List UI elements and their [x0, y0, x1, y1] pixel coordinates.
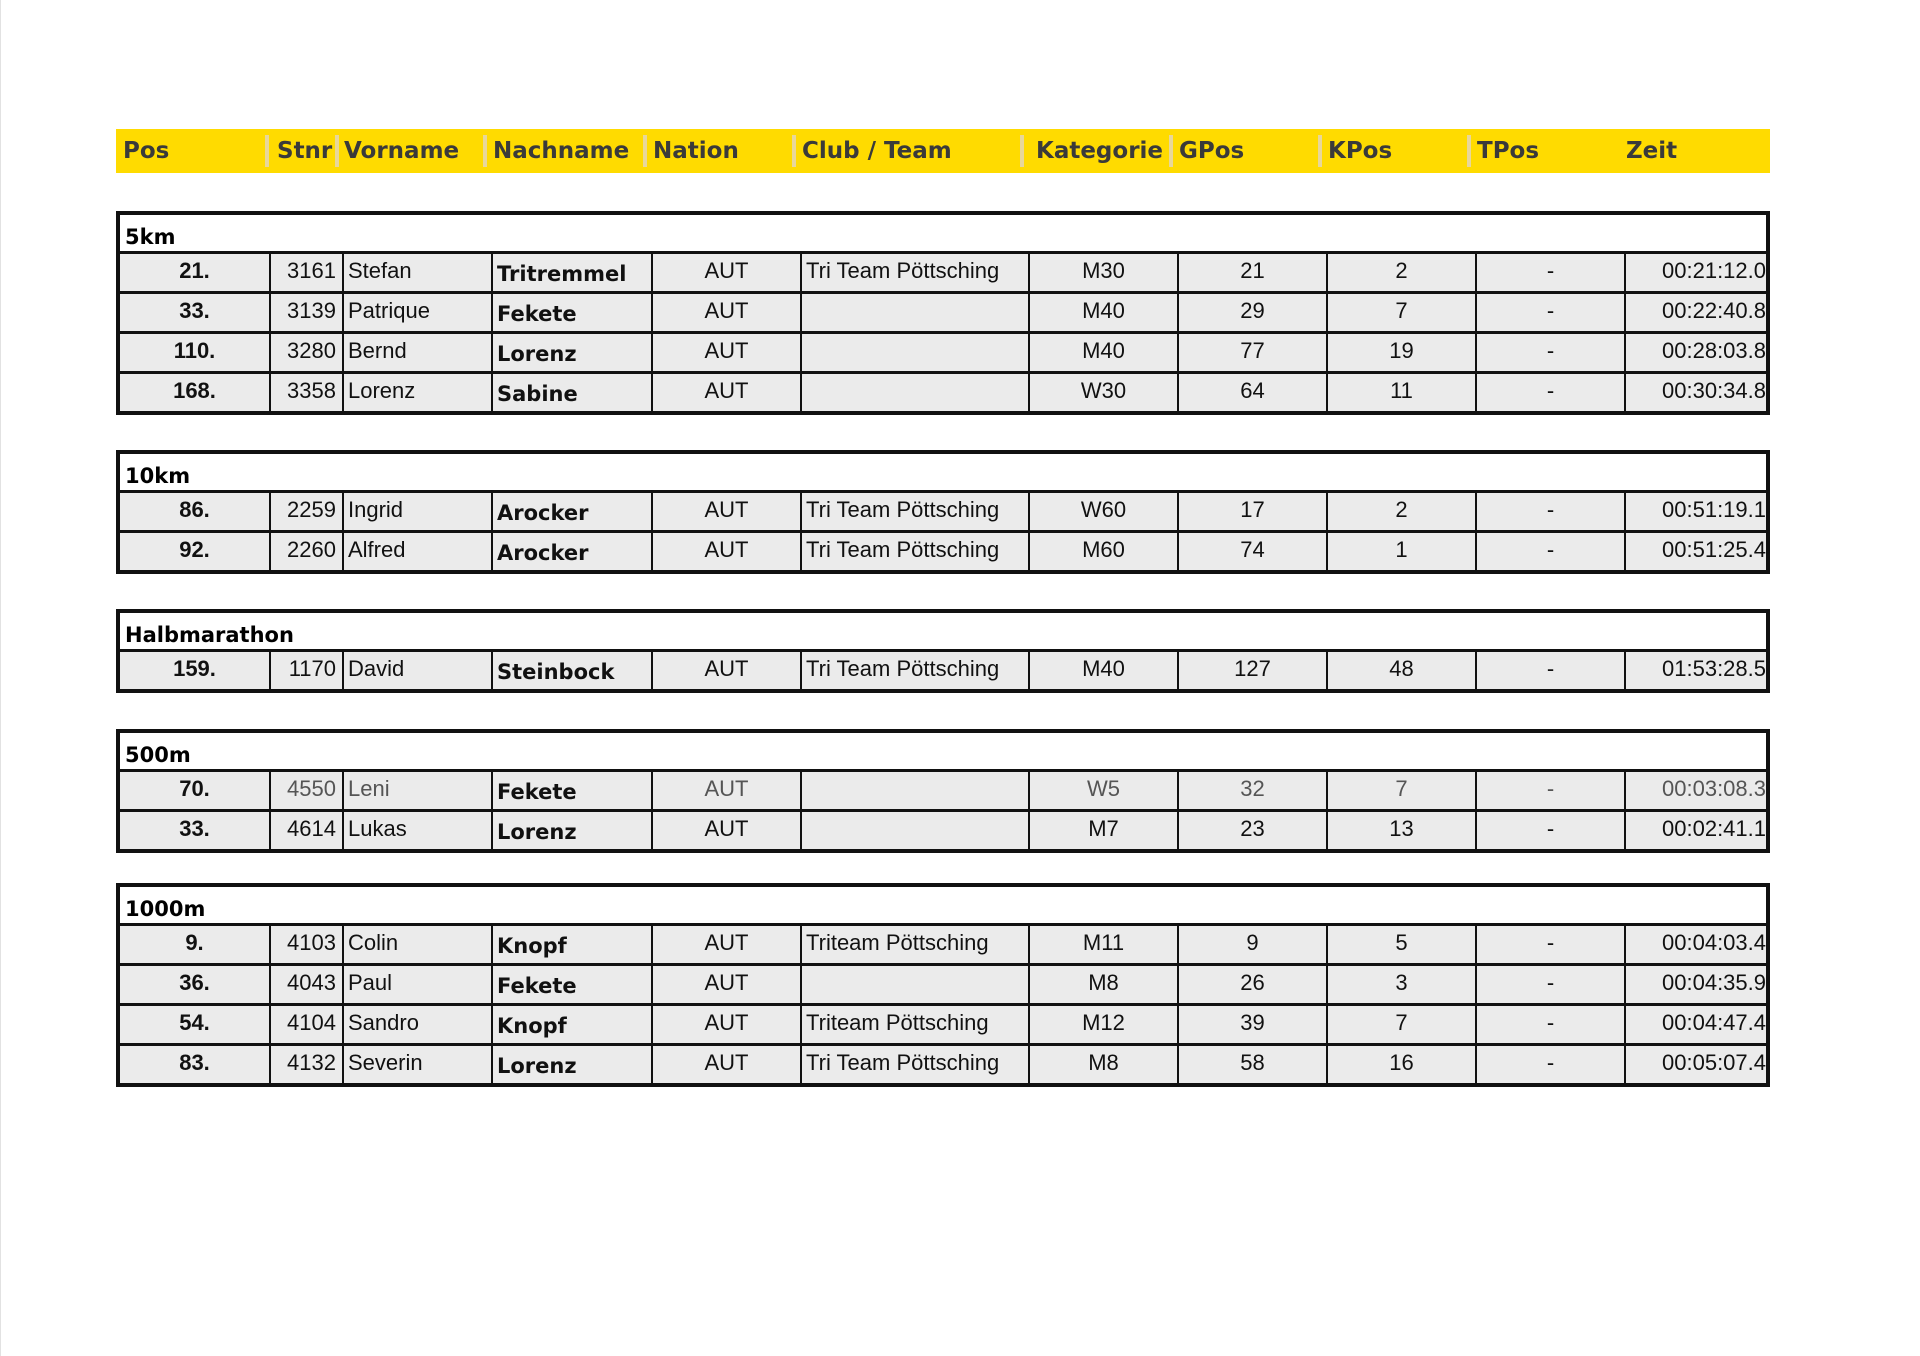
kpos-cell: 13 [1326, 812, 1475, 849]
gpos-cell: 74 [1177, 533, 1326, 570]
nachname-cell: Arocker [491, 493, 651, 530]
section-title: 5km [125, 225, 176, 249]
zeit-cell: 00:05:07.4 [1624, 1046, 1766, 1083]
nation-cell: AUT [651, 966, 800, 1003]
nachname-cell: Lorenz [491, 1046, 651, 1083]
tpos-cell: - [1475, 294, 1624, 331]
pos-cell: 9. [185, 930, 204, 955]
tpos-cell: - [1475, 493, 1624, 530]
nation-cell: AUT [651, 652, 800, 689]
club-cell [800, 374, 1028, 411]
zeit-cell: 00:22:40.8 [1624, 294, 1766, 331]
kategorie-cell: M40 [1028, 334, 1177, 371]
gpos-cell: 39 [1177, 1006, 1326, 1043]
stnr-cell: 4614 [269, 812, 342, 849]
section-title: 10km [125, 464, 191, 488]
header-separator [792, 135, 796, 167]
kategorie-cell: M8 [1028, 966, 1177, 1003]
pos-cell: 83. [179, 1050, 210, 1075]
nachname-cell: Tritremmel [491, 254, 651, 291]
stnr-cell: 3161 [269, 254, 342, 291]
kategorie-cell: M40 [1028, 294, 1177, 331]
section-500m [116, 729, 1770, 853]
stnr-cell: 3139 [269, 294, 342, 331]
stnr-cell: 3358 [269, 374, 342, 411]
kategorie-cell: W60 [1028, 493, 1177, 530]
nation-cell: AUT [651, 812, 800, 849]
kpos-cell: 2 [1326, 254, 1475, 291]
nachname-cell: Arocker [491, 533, 651, 570]
kpos-cell: 48 [1326, 652, 1475, 689]
stnr-cell: 1170 [269, 652, 342, 689]
kategorie-cell: W30 [1028, 374, 1177, 411]
section-1000m [116, 883, 1770, 1087]
tpos-cell: - [1475, 1046, 1624, 1083]
tpos-cell: - [1475, 652, 1624, 689]
table-row [120, 331, 1766, 371]
tpos-cell: - [1475, 772, 1624, 809]
vorname-cell: Colin [342, 926, 491, 963]
section-halbmarathon [116, 609, 1770, 693]
vorname-cell: Lorenz [342, 374, 491, 411]
gpos-cell: 127 [1177, 652, 1326, 689]
vorname-cell: Sandro [342, 1006, 491, 1043]
pos-cell: 54. [179, 1010, 210, 1035]
header-nachname: Nachname [493, 138, 630, 164]
nachname-cell: Fekete [491, 966, 651, 1003]
gpos-cell: 26 [1177, 966, 1326, 1003]
kategorie-cell: M30 [1028, 254, 1177, 291]
table-row [120, 251, 1766, 291]
nation-cell: AUT [651, 374, 800, 411]
pos-cell: 86. [179, 497, 210, 522]
stnr-cell: 4104 [269, 1006, 342, 1043]
kpos-cell: 3 [1326, 966, 1475, 1003]
gpos-cell: 21 [1177, 254, 1326, 291]
zeit-cell: 00:02:41.1 [1624, 812, 1766, 849]
nachname-cell: Sabine [491, 374, 651, 411]
kpos-cell: 16 [1326, 1046, 1475, 1083]
kategorie-cell: M8 [1028, 1046, 1177, 1083]
kategorie-cell: W5 [1028, 772, 1177, 809]
nation-cell: AUT [651, 1046, 800, 1083]
vorname-cell: Leni [342, 772, 491, 809]
table-row [120, 923, 1766, 963]
kpos-cell: 7 [1326, 1006, 1475, 1043]
table-row [120, 769, 1766, 809]
results-header [116, 129, 1770, 173]
nation-cell: AUT [651, 926, 800, 963]
kategorie-cell: M12 [1028, 1006, 1177, 1043]
vorname-cell: Stefan [342, 254, 491, 291]
pos-cell: 168. [173, 378, 216, 403]
header-vorname: Vorname [344, 138, 460, 164]
nachname-cell: Lorenz [491, 812, 651, 849]
zeit-cell: 00:04:47.4 [1624, 1006, 1766, 1043]
stnr-cell: 4103 [269, 926, 342, 963]
nation-cell: AUT [651, 493, 800, 530]
kategorie-cell: M60 [1028, 533, 1177, 570]
club-cell: Tri Team Pöttsching [800, 533, 1028, 570]
club-cell [800, 772, 1028, 809]
pos-cell: 110. [173, 338, 216, 363]
gpos-cell: 64 [1177, 374, 1326, 411]
nation-cell: AUT [651, 772, 800, 809]
header-club: Club / Team [802, 138, 952, 164]
gpos-cell: 17 [1177, 493, 1326, 530]
header-separator [643, 135, 647, 167]
kategorie-cell: M7 [1028, 812, 1177, 849]
nachname-cell: Knopf [491, 1006, 651, 1043]
pos-cell: 21. [179, 258, 210, 283]
header-stnr: Stnr [277, 138, 333, 164]
vorname-cell: David [342, 652, 491, 689]
club-cell: Tri Team Pöttsching [800, 493, 1028, 530]
tpos-cell: - [1475, 1006, 1624, 1043]
table-row [120, 1003, 1766, 1043]
zeit-cell: 00:30:34.8 [1624, 374, 1766, 411]
gpos-cell: 29 [1177, 294, 1326, 331]
header-zeit: Zeit [1626, 138, 1678, 164]
header-tpos: TPos [1477, 138, 1540, 164]
nation-cell: AUT [651, 533, 800, 570]
vorname-cell: Paul [342, 966, 491, 1003]
vorname-cell: Bernd [342, 334, 491, 371]
stnr-cell: 4550 [269, 772, 342, 809]
club-cell: Tri Team Pöttsching [800, 254, 1028, 291]
gpos-cell: 32 [1177, 772, 1326, 809]
header-kategorie: Kategorie [1036, 138, 1164, 164]
table-row [120, 649, 1766, 689]
tpos-cell: - [1475, 533, 1624, 570]
club-cell [800, 812, 1028, 849]
kategorie-cell: M40 [1028, 652, 1177, 689]
club-cell: Triteam Pöttsching [800, 926, 1028, 963]
section-title: 1000m [125, 897, 206, 921]
nachname-cell: Fekete [491, 294, 651, 331]
pos-cell: 92. [179, 537, 210, 562]
section-10km [116, 450, 1770, 574]
header-pos: Pos [123, 138, 170, 164]
tpos-cell: - [1475, 812, 1624, 849]
header-nation: Nation [653, 138, 739, 164]
zeit-cell: 00:51:19.1 [1624, 493, 1766, 530]
kpos-cell: 5 [1326, 926, 1475, 963]
table-row [120, 490, 1766, 530]
page-edge [0, 0, 1, 1356]
vorname-cell: Lukas [342, 812, 491, 849]
kpos-cell: 1 [1326, 533, 1475, 570]
club-cell: Triteam Pöttsching [800, 1006, 1028, 1043]
header-separator [1169, 135, 1173, 167]
tpos-cell: - [1475, 254, 1624, 291]
section-5km [116, 211, 1770, 415]
header-gpos: GPos [1179, 138, 1245, 164]
table-row [120, 371, 1766, 411]
zeit-cell: 00:51:25.4 [1624, 533, 1766, 570]
nachname-cell: Knopf [491, 926, 651, 963]
header-separator [265, 135, 269, 167]
zeit-cell: 00:28:03.8 [1624, 334, 1766, 371]
table-row [120, 809, 1766, 849]
pos-cell: 36. [179, 970, 210, 995]
kpos-cell: 2 [1326, 493, 1475, 530]
vorname-cell: Ingrid [342, 493, 491, 530]
vorname-cell: Patrique [342, 294, 491, 331]
pos-cell: 159. [173, 656, 216, 681]
gpos-cell: 23 [1177, 812, 1326, 849]
table-row [120, 530, 1766, 570]
header-separator [1318, 135, 1322, 167]
zeit-cell: 00:21:12.0 [1624, 254, 1766, 291]
table-row [120, 963, 1766, 1003]
club-cell: Tri Team Pöttsching [800, 652, 1028, 689]
kpos-cell: 11 [1326, 374, 1475, 411]
club-cell [800, 294, 1028, 331]
stnr-cell: 2259 [269, 493, 342, 530]
kategorie-cell: M11 [1028, 926, 1177, 963]
gpos-cell: 9 [1177, 926, 1326, 963]
header-separator [483, 135, 487, 167]
section-title: 500m [125, 743, 191, 767]
header-separator [1020, 135, 1024, 167]
tpos-cell: - [1475, 966, 1624, 1003]
nachname-cell: Lorenz [491, 334, 651, 371]
stnr-cell: 3280 [269, 334, 342, 371]
nation-cell: AUT [651, 294, 800, 331]
zeit-cell: 00:03:08.3 [1624, 772, 1766, 809]
nachname-cell: Steinbock [491, 652, 651, 689]
club-cell: Tri Team Pöttsching [800, 1046, 1028, 1083]
pos-cell: 33. [179, 298, 210, 323]
vorname-cell: Alfred [342, 533, 491, 570]
pos-cell: 70. [179, 776, 210, 801]
vorname-cell: Severin [342, 1046, 491, 1083]
nation-cell: AUT [651, 1006, 800, 1043]
kpos-cell: 7 [1326, 772, 1475, 809]
table-row [120, 291, 1766, 331]
nachname-cell: Fekete [491, 772, 651, 809]
gpos-cell: 58 [1177, 1046, 1326, 1083]
stnr-cell: 2260 [269, 533, 342, 570]
tpos-cell: - [1475, 926, 1624, 963]
zeit-cell: 00:04:35.9 [1624, 966, 1766, 1003]
header-separator [1467, 135, 1471, 167]
stnr-cell: 4132 [269, 1046, 342, 1083]
club-cell [800, 966, 1028, 1003]
gpos-cell: 77 [1177, 334, 1326, 371]
section-title: Halbmarathon [125, 623, 294, 647]
zeit-cell: 00:04:03.4 [1624, 926, 1766, 963]
header-kpos: KPos [1328, 138, 1393, 164]
header-separator [335, 135, 339, 167]
club-cell [800, 334, 1028, 371]
zeit-cell: 01:53:28.5 [1624, 652, 1766, 689]
kpos-cell: 19 [1326, 334, 1475, 371]
pos-cell: 33. [179, 816, 210, 841]
table-row [120, 1043, 1766, 1083]
kpos-cell: 7 [1326, 294, 1475, 331]
stnr-cell: 4043 [269, 966, 342, 1003]
tpos-cell: - [1475, 334, 1624, 371]
nation-cell: AUT [651, 334, 800, 371]
tpos-cell: - [1475, 374, 1624, 411]
nation-cell: AUT [651, 254, 800, 291]
